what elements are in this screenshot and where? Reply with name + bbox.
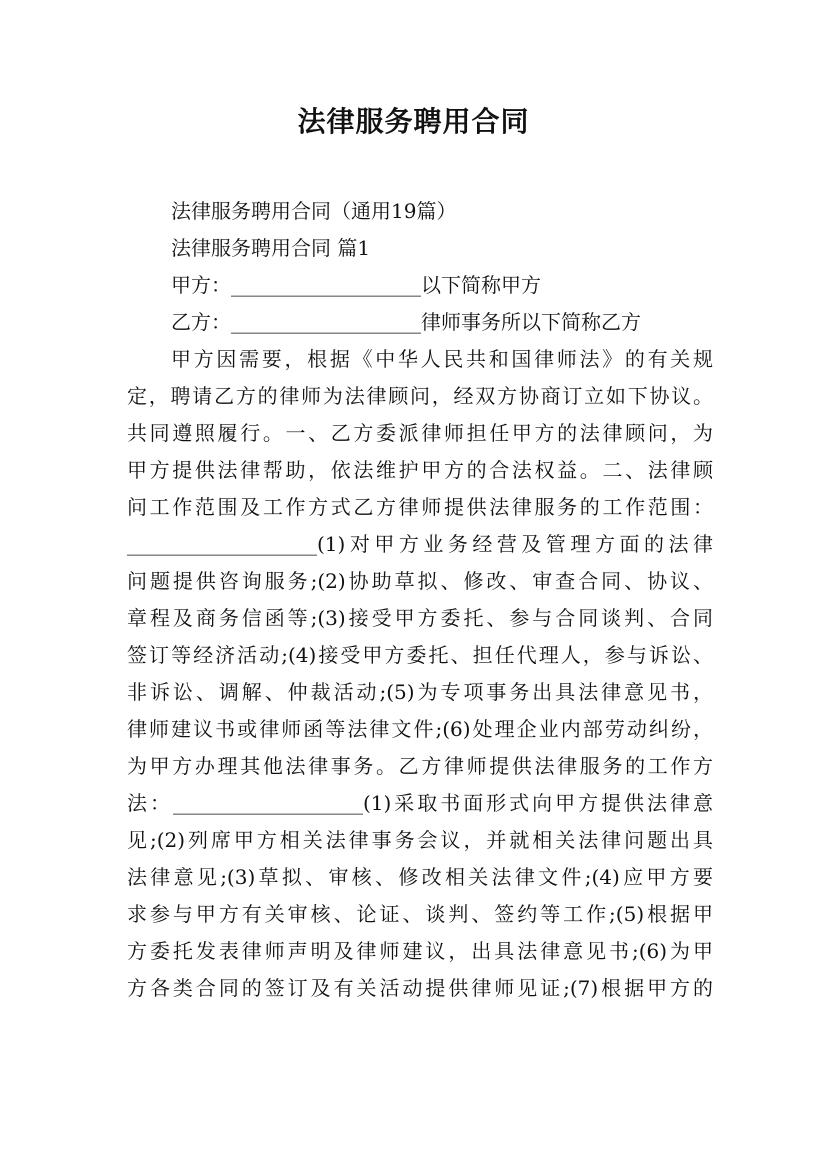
- paragraph-line: 求参与甲方有关审核、论证、谈判、签约等工作;(5)根据甲: [127, 902, 713, 926]
- paragraph-line: 方委托发表律师声明及律师建议，出具法律意见书;(6)为甲: [127, 939, 713, 963]
- subtitle-line: 法律服务聘用合同（通用19篇）: [171, 199, 457, 223]
- paragraph-line: 问题提供咨询服务;(2)协助草拟、修改、审查合同、协议、: [127, 569, 713, 593]
- paragraph-line: ___________________(1)对甲方业务经营及管理方面的法律: [127, 532, 713, 556]
- paragraph-line: 签订等经济活动;(4)接受甲方委托、担任代理人，参与诉讼、: [127, 643, 713, 667]
- document-title: 法律服务聘用合同: [297, 105, 530, 138]
- document-body: [127, 193, 713, 1007]
- paragraph-line: 律师建议书或律师函等法律文件;(6)处理企业内部劳动纠纷，: [127, 717, 713, 741]
- paragraph-line: 法：___________________(1)采取书面形式向甲方提供法律意: [127, 791, 713, 815]
- paragraph-line: 甲方因需要，根据《中华人民共和国律师法》的有关规: [171, 347, 713, 371]
- party-a-line: 甲方：___________________以下简称甲方: [171, 273, 541, 297]
- paragraph-line: 法律意见;(3)草拟、审核、修改相关法律文件;(4)应甲方要: [127, 865, 713, 889]
- paragraph-line: 见;(2)列席甲方相关法律事务会议，并就相关法律问题出具: [127, 828, 713, 852]
- paragraph-line: 方各类合同的签订及有关活动提供律师见证;(7)根据甲方的: [127, 976, 713, 1000]
- paragraph-line: 为甲方办理其他法律事务。乙方律师提供法律服务的工作方: [127, 754, 713, 778]
- paragraph-line: 定，聘请乙方的律师为法律顾问，经双方协商订立如下协议。: [127, 384, 713, 408]
- paragraph-line: 章程及商务信函等;(3)接受甲方委托、参与合同谈判、合同: [127, 606, 713, 630]
- paragraph-line: 甲方提供法律帮助，依法维护甲方的合法权益。二、法律顾: [127, 458, 713, 482]
- section-heading: 法律服务聘用合同 篇1: [171, 236, 371, 260]
- party-b-line: 乙方：___________________律师事务所以下简称乙方: [171, 310, 641, 334]
- paragraph-line: 共同遵照履行。一、乙方委派律师担任甲方的法律顾问，为: [127, 421, 713, 445]
- paragraph-line: 非诉讼、调解、仲裁活动;(5)为专项事务出具法律意见书，: [127, 680, 713, 704]
- paragraph-line: 问工作范围及工作方式乙方律师提供法律服务的工作范围：: [127, 495, 713, 519]
